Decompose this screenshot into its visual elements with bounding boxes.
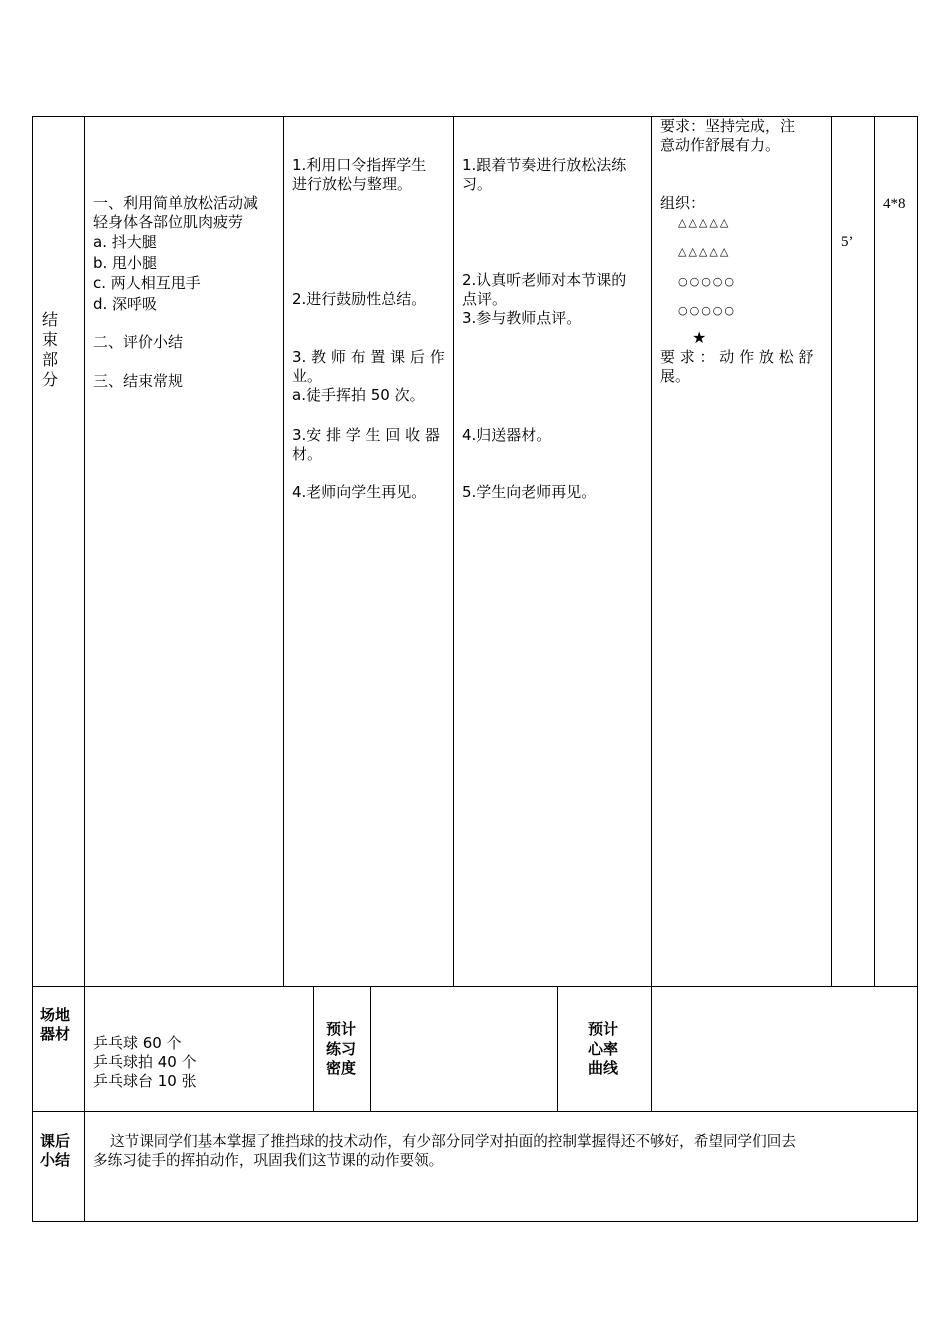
venue-divider-2 <box>370 986 371 1111</box>
formation-row-triangles-1: △△△△△ <box>678 216 731 229</box>
student-step2-line2: 点评。 <box>462 290 508 308</box>
student-step4: 4.归送器材。 <box>462 426 552 444</box>
org-label: 组织： <box>660 194 706 212</box>
org-requirement2-line2: 展。 <box>660 367 691 385</box>
venue-label-line1: 场地 <box>40 1006 71 1024</box>
label-column-divider <box>84 116 85 1222</box>
student-step2-line1: 2.认真听老师对本节课的 <box>462 271 627 289</box>
content-item-b: b. 甩小腿 <box>93 254 158 272</box>
table-bottom-border <box>32 1221 918 1222</box>
teacher-step3-line2: 业。 <box>292 367 323 385</box>
summary-label-line2: 小结 <box>40 1151 71 1169</box>
heart-rate-label-line2: 心率 <box>588 1040 619 1058</box>
teacher-step1-line1: 1.利用口令指挥学生 <box>292 156 427 174</box>
duration-value: 5’ <box>841 234 854 250</box>
heart-rate-label-line3: 曲线 <box>588 1059 619 1077</box>
section-label-char: 分 <box>41 370 58 389</box>
teacher-step4-line1: 3.安 排 学 生 回 收 器 <box>292 426 440 444</box>
row-divider-summary <box>32 1111 918 1112</box>
teacher-step5: 4.老师向学生再见。 <box>292 483 427 501</box>
summary-text-line2: 多练习徒手的挥拍动作，巩固我们这节课的动作要领。 <box>93 1152 444 1169</box>
venue-divider-3 <box>557 986 558 1111</box>
student-column-divider <box>651 116 652 1111</box>
formation-row-circles-2: ○○○○○ <box>678 304 736 317</box>
row-divider-venue <box>32 986 918 987</box>
venue-label-line2: 器材 <box>40 1025 71 1043</box>
density-label-line2: 练习 <box>326 1040 357 1058</box>
section-label-char: 结 <box>41 310 58 329</box>
content-item-a: a. 抖大腿 <box>93 233 157 251</box>
table-right-border <box>917 116 918 1222</box>
teacher-step1-line2: 进行放松与整理。 <box>292 175 413 193</box>
heart-rate-label-line1: 预计 <box>588 1020 619 1038</box>
content-item1-line2: 轻身体各部位肌肉疲劳 <box>93 213 244 231</box>
org-requirement1-line2: 意动作舒展有力。 <box>660 136 781 154</box>
content-item3: 三、结束常规 <box>93 372 184 390</box>
student-step5: 5.学生向老师再见。 <box>462 483 597 501</box>
content-column-divider <box>283 116 284 986</box>
section-label-end <box>40 310 60 390</box>
student-step1-line2: 习。 <box>462 175 493 193</box>
content-item1-line1: 一、利用简单放松活动减 <box>93 194 259 212</box>
teacher-step3a: a.徒手挥拍 50 次。 <box>292 386 425 404</box>
content-item2: 二、评价小结 <box>93 333 184 351</box>
venue-item: 乒乓球拍 40 个 <box>93 1053 197 1071</box>
formation-row-triangles-2: △△△△△ <box>678 245 731 258</box>
teacher-step3-line1: 3. 教 师 布 置 课 后 作 <box>292 348 445 366</box>
content-item-d: d. 深呼吸 <box>93 295 158 313</box>
content-item-c: c. 两人相互甩手 <box>93 274 201 292</box>
table-left-border <box>32 116 33 1222</box>
formation-row-circles-1: ○○○○○ <box>678 275 736 288</box>
teacher-step4-line2: 材。 <box>292 445 323 463</box>
section-label-char: 部 <box>41 350 58 369</box>
time-column-divider <box>874 116 875 986</box>
summary-text-line1: 这节课同学们基本掌握了推挡球的技术动作，有少部分同学对拍面的控制掌握得还不够好，希望同学们回去 <box>110 1133 796 1150</box>
org-requirement1-line1: 要求：坚持完成，注 <box>660 117 796 135</box>
repetition-value: 4*8 <box>883 196 906 212</box>
teacher-column-divider <box>453 116 454 986</box>
summary-label-line1: 课后 <box>40 1132 71 1150</box>
org-requirement2-line1: 要 求 ： 动 作 放 松 舒 <box>660 348 814 366</box>
venue-item: 乒乓球 60 个 <box>93 1034 182 1052</box>
section-label-char: 束 <box>41 330 58 349</box>
student-step1-line1: 1.跟着节奏进行放松法练 <box>462 156 627 174</box>
venue-divider-1 <box>313 986 314 1111</box>
venue-item: 乒乓球台 10 张 <box>93 1072 197 1090</box>
student-step3: 3.参与教师点评。 <box>462 309 582 327</box>
density-label-line1: 预计 <box>326 1020 357 1038</box>
organization-column-divider <box>831 116 832 986</box>
teacher-step2: 2.进行鼓励性总结。 <box>292 290 427 308</box>
teacher-position-star-icon: ★ <box>692 328 707 347</box>
density-label-line3: 密度 <box>326 1059 357 1077</box>
